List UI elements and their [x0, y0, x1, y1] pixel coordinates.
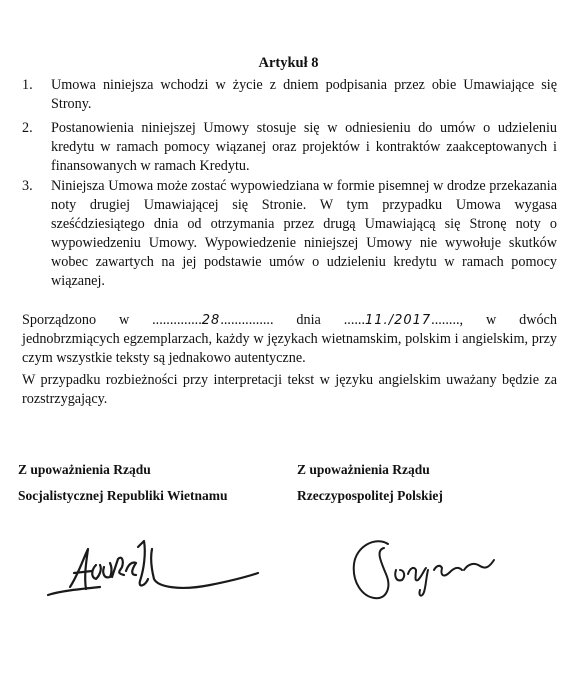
signatory-vietnam: [18, 457, 228, 509]
signatory-poland: [297, 457, 443, 509]
word-dwoch: dwóch: [519, 312, 557, 328]
word-dnia: dnia: [296, 312, 321, 328]
word-w: w: [118, 312, 130, 328]
signature-vietnam: [40, 535, 270, 605]
handwritten-date: 11./2017: [365, 313, 432, 328]
paragraph-2: Postanowienia niniejszej Umowy stosuje się w odniesieniu do umów o udzieleniu kredytu w ramach pomocy wiązanej oraz projektów i kontraktów zaakceptowanych i finansowanych w ramach Kredytu.: [51, 120, 557, 174]
handwritten-day: 28: [201, 313, 221, 328]
date-field: [344, 311, 463, 330]
execution-rest: jednobrzmiących egzemplarzach, każdy w językach wietnamskim, polskim i angielskim, przy czym wszystkie teksty są jednakowo autentyczne.: [22, 331, 557, 366]
dots-d: ........,: [431, 312, 464, 328]
item-number-3: 3.: [22, 178, 33, 194]
signatory-poland-line1: Z upoważnienia Rządu: [297, 462, 430, 477]
item-number-1: 1.: [22, 77, 33, 93]
signature-poland: [340, 530, 540, 610]
signatory-poland-line2: Rzeczypospolitej Polskiej: [297, 488, 443, 503]
paragraph-3: Niniejsza Umowa może zostać wypowiedziana w formie pisemnej w drodze przekazania noty drugiej Umawiającej się Stronie. W tym przypadku Umowa wygasa sześćdziesiątego dnia od otrzymania przez drugą Umawiającą się Stronę noty o wypowiedzeniu Umowy. Wypowiedzenie niniejszej Umowy nie wywołuje skutków wobec zawartych na jej podstawie umów o udzieleniu kredytu w ramach pomocy wiązanej.: [51, 178, 557, 289]
word-sporzadzono: Sporządzono: [22, 312, 97, 328]
signatory-vietnam-line2: Socjalistycznej Republiki Wietnamu: [18, 488, 228, 503]
article-title: Artykuł 8: [258, 55, 319, 71]
execution-first-line: [22, 311, 557, 330]
word-w-2: w: [485, 312, 497, 328]
execution-clause: [22, 311, 557, 368]
paragraph-1: Umowa niniejsza wchodzi w życie z dniem podpisania przez obie Umawiające się Strony.: [51, 77, 557, 112]
discrepancy-clause: W przypadku rozbieżności przy interpretacji tekst w języku angielskim uważany będzie za rozstrzygający.: [22, 372, 557, 407]
dots-a: ..............: [152, 312, 202, 328]
dots-c: ......: [343, 312, 366, 328]
dots-b: ...............: [220, 312, 274, 328]
place-field: [152, 311, 273, 330]
signatory-vietnam-line1: Z upoważnienia Rządu: [18, 462, 151, 477]
item-number-2: 2.: [22, 120, 33, 136]
